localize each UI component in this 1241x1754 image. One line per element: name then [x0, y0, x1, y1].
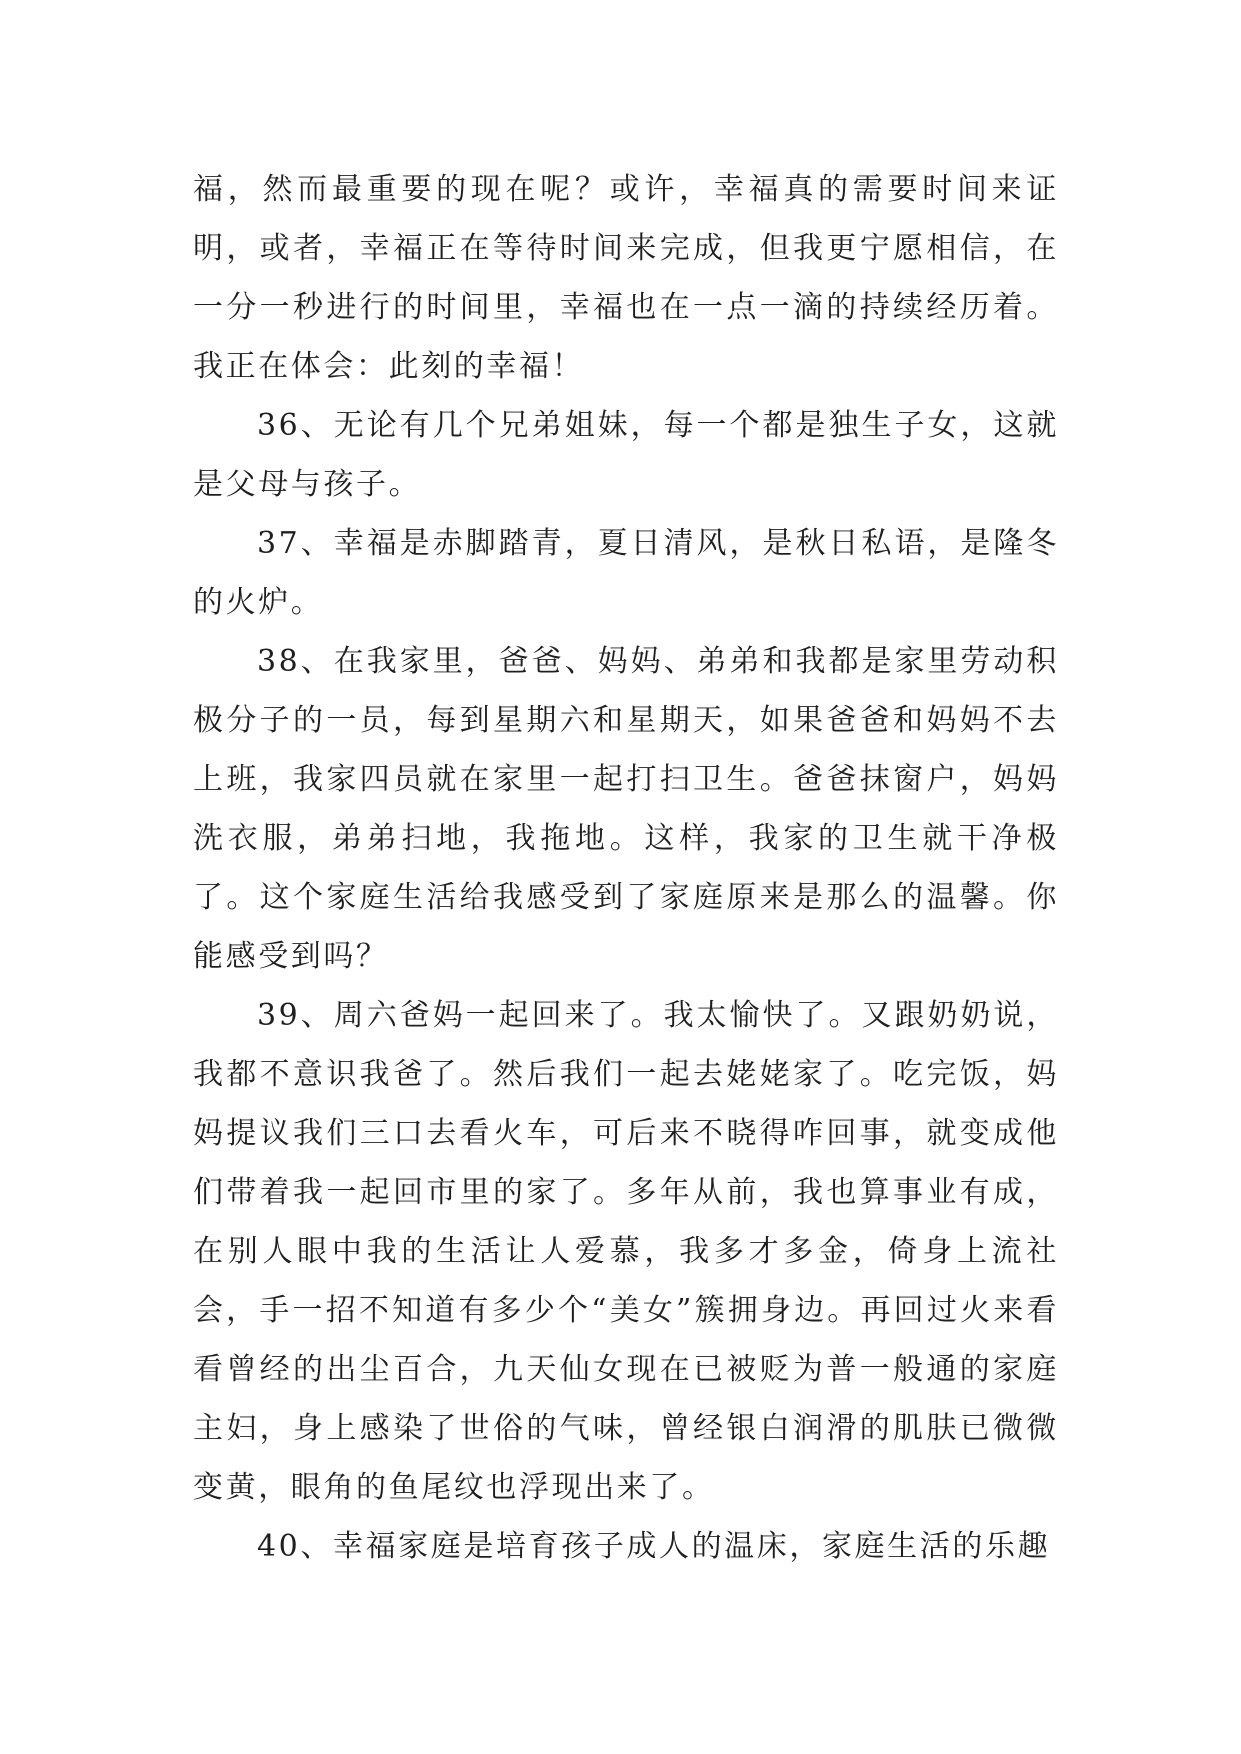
- paragraph-40: 40、幸福家庭是培育孩子成人的温床，家庭生活的乐趣: [257, 1529, 1051, 1564]
- paragraph-continuation: 福，然而最重要的现在呢？或许，幸福真的需要时间来证明，或者，幸福正在等待时间来完成，但我更宁愿相信，在一分一秒进行的时间里，幸福也在一点一滴的持续经历着。我正在体会：此刻的幸福！: [193, 172, 1059, 384]
- paragraph-38: 38、在我家里，爸爸、妈妈、弟弟和我都是家里劳动积极分子的一员，每到星期六和星期天，如果爸爸和妈妈不去上班，我家四员就在家里一起打扫卫生。爸爸抹窗户，妈妈洗衣服，弟弟扫地，我拖地。这样，我家的卫生就干净极了。这个家庭生活给我感受到了家庭原来是那么的温馨。你能感受到吗？: [193, 644, 1059, 974]
- document-body: [193, 160, 1059, 1576]
- paragraph-39: 39、周六爸妈一起回来了。我太愉快了。又跟奶奶说，我都不意识我爸了。然后我们一起去姥姥家了。吃完饭，妈妈提议我们三口去看火车，可后来不晓得咋回事，就变成他们带着我一起回市里的家了。多年从前，我也算事业有成，在别人眼中我的生活让人爱慕，我多才多金，倚身上流社会，手一招不知道有多少个“美女”簇拥身边。再回过火来看看曾经的出尘百合，九天仙女现在已被贬为普一般通的家庭主妇，身上感染了世俗的气味，曾经银白润滑的肌肤已微微变黄，眼角的鱼尾纹也浮现出来了。: [193, 998, 1059, 1505]
- paragraph-36: 36、无论有几个兄弟姐妹，每一个都是独生子女，这就是父母与孩子。: [193, 408, 1059, 502]
- paragraph-37: 37、幸福是赤脚踏青，夏日清风，是秋日私语，是隆冬的火炉。: [193, 526, 1059, 620]
